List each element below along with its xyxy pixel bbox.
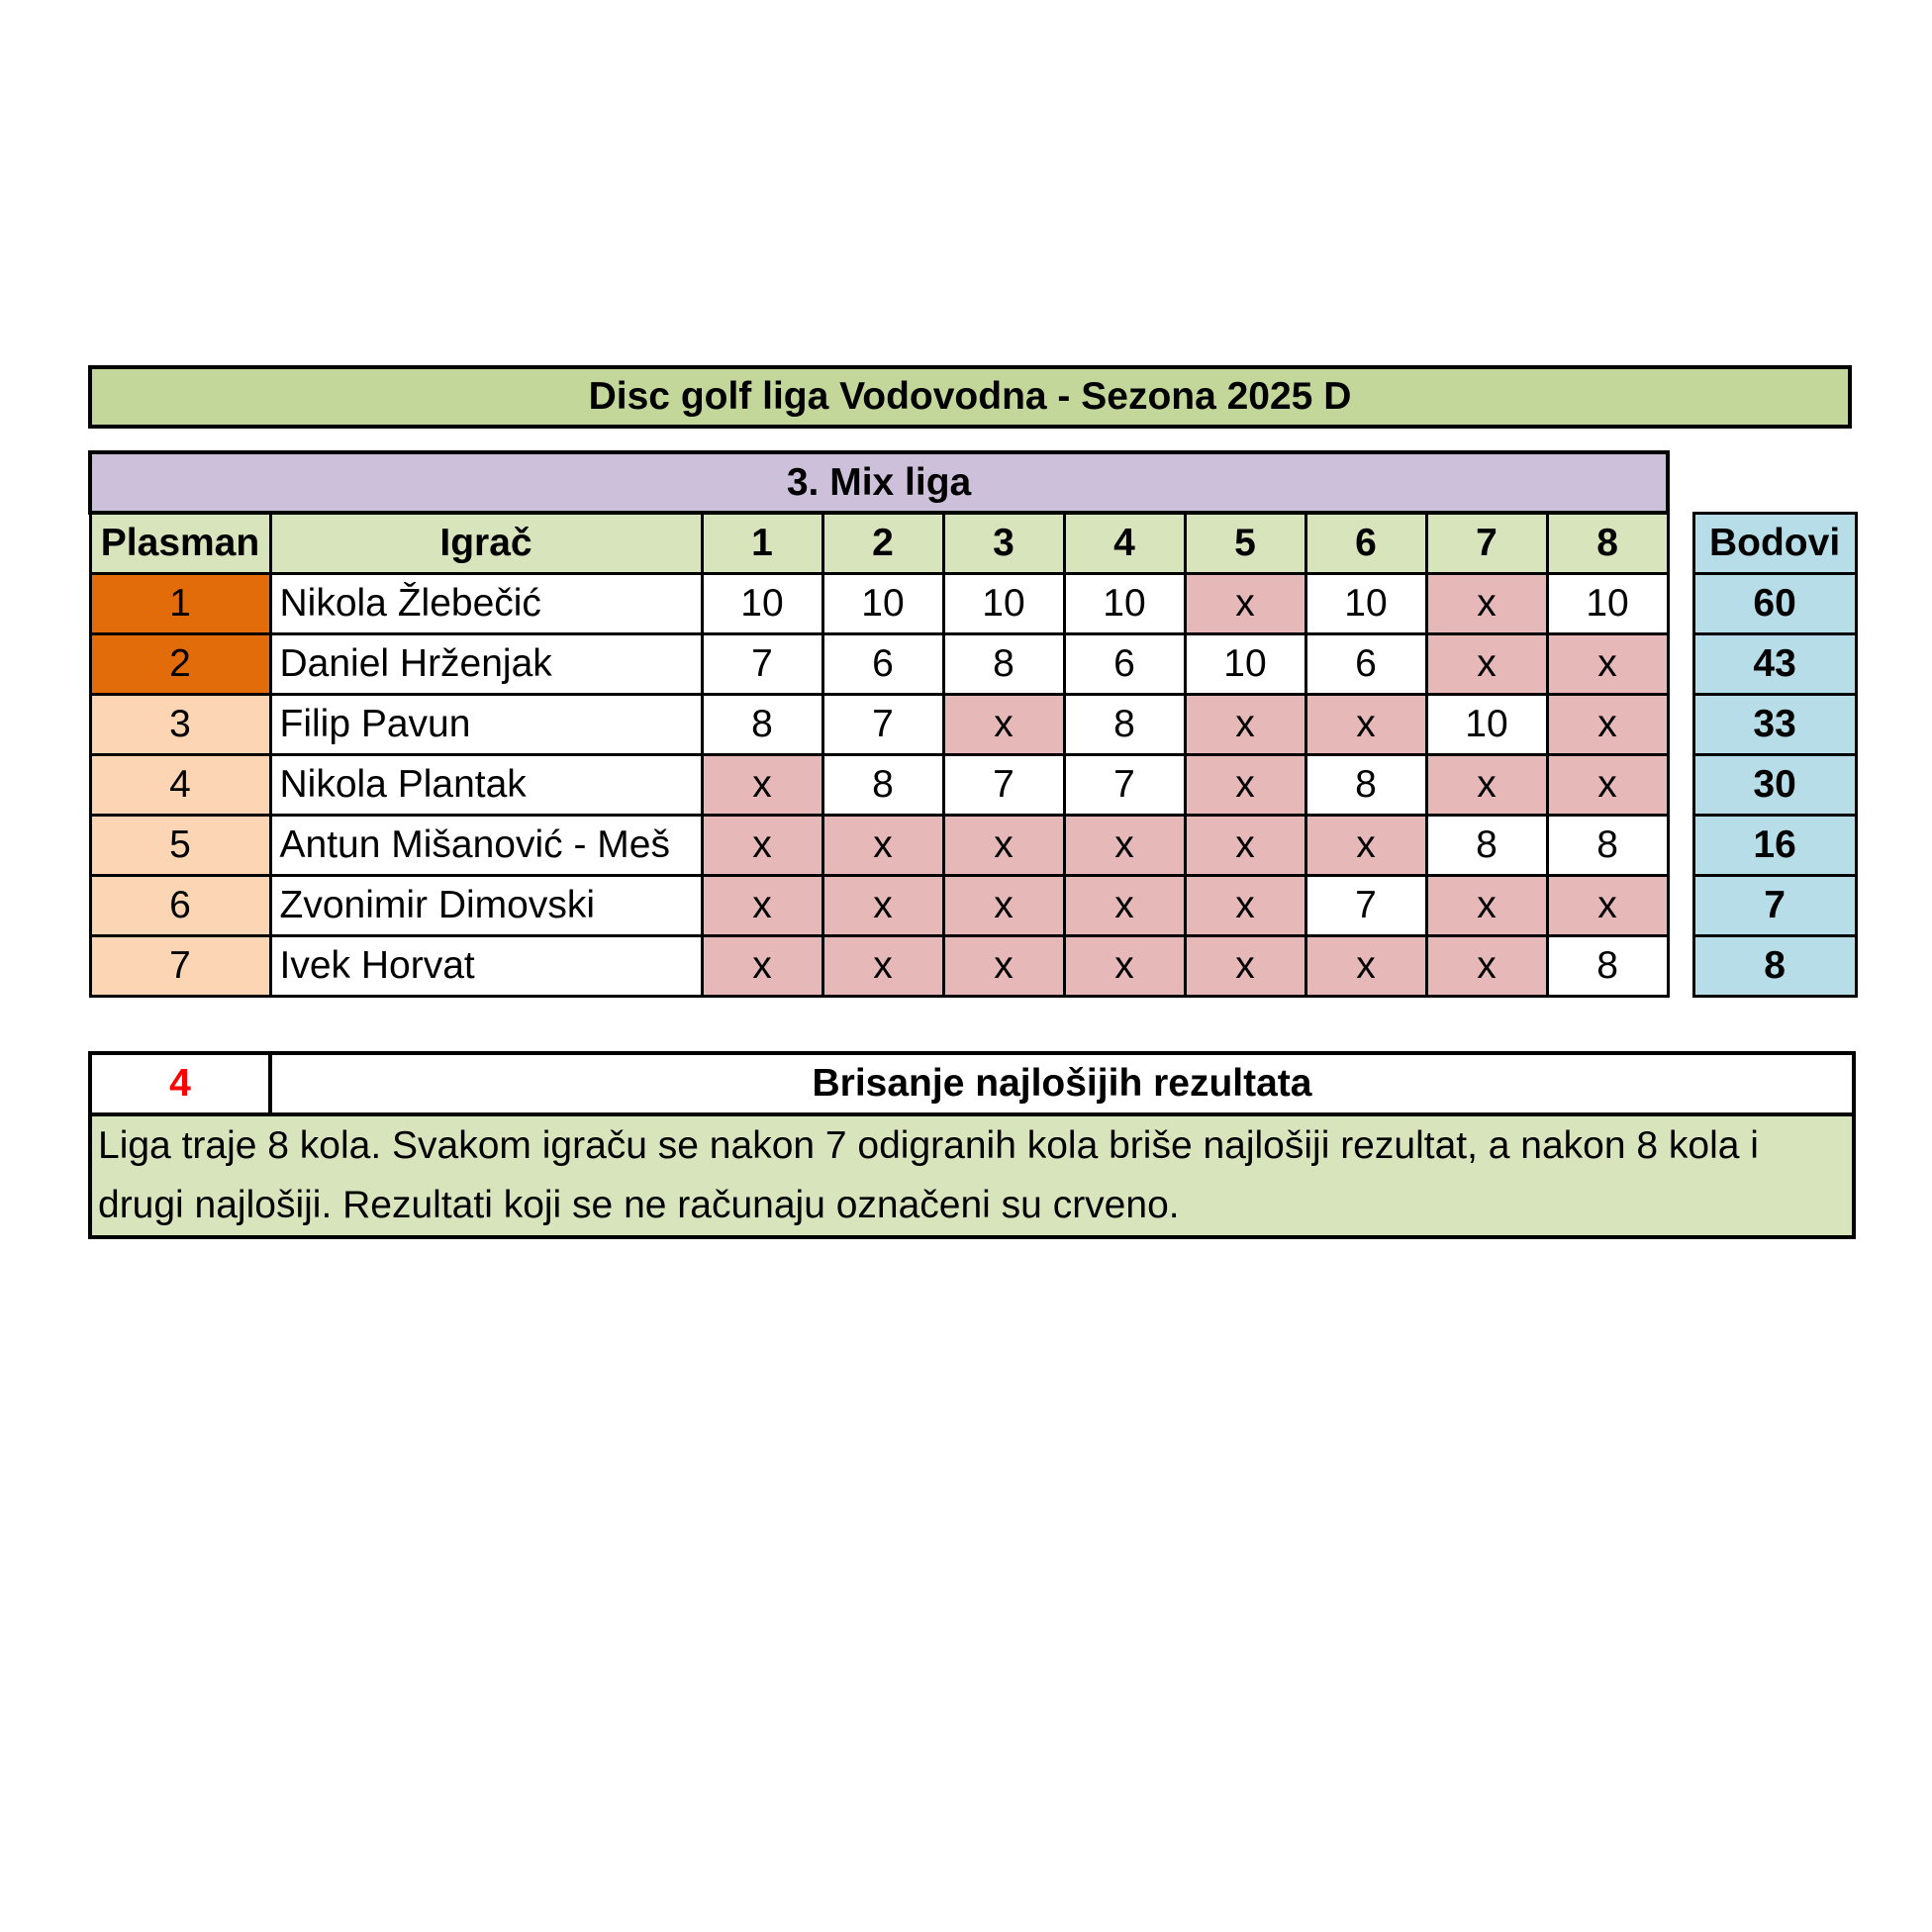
header-rank: Plasman <box>90 513 270 573</box>
header-round-8: 8 <box>1547 513 1668 573</box>
score-cell-round-2: x <box>822 815 943 875</box>
player-name-cell: Filip Pavun <box>270 694 702 754</box>
header-round-1: 1 <box>702 513 822 573</box>
score-cell-round-7: x <box>1426 875 1547 935</box>
score-cell-round-6: 7 <box>1305 875 1426 935</box>
score-cell-round-3: x <box>943 815 1064 875</box>
score-cell-round-4: x <box>1064 875 1185 935</box>
score-cell-round-6: 6 <box>1305 633 1426 694</box>
points-cell: 60 <box>1693 573 1856 633</box>
player-name-cell: Nikola Plantak <box>270 754 702 815</box>
score-cell-round-5: x <box>1185 573 1305 633</box>
score-cell-round-8: x <box>1547 633 1668 694</box>
rank-cell: 7 <box>90 935 270 996</box>
score-cell-round-8: 8 <box>1547 815 1668 875</box>
score-cell-round-2: 8 <box>822 754 943 815</box>
rule-title: Brisanje najlošijih rezultata <box>270 1053 1854 1114</box>
score-cell-round-1: x <box>702 754 822 815</box>
header-points: Bodovi <box>1693 513 1856 573</box>
column-gap <box>1668 573 1693 633</box>
rule-description: Liga traje 8 kola. Svakom igraču se nakon 7 odigranih kola briše najlošiji rezultat, a nakon 8 kola i drugi najlošiji. Rezultati koji se ne računaju označeni su crveno. <box>90 1114 1854 1237</box>
table-row <box>90 694 1856 754</box>
header-round-3: 3 <box>943 513 1064 573</box>
table-row <box>90 754 1856 815</box>
score-cell-round-5: 10 <box>1185 633 1305 694</box>
header-round-2: 2 <box>822 513 943 573</box>
header-round-7: 7 <box>1426 513 1547 573</box>
score-cell-round-7: x <box>1426 573 1547 633</box>
column-gap <box>1668 935 1693 996</box>
score-cell-round-1: x <box>702 815 822 875</box>
table-row <box>90 875 1856 935</box>
score-cell-round-3: x <box>943 694 1064 754</box>
rank-cell: 2 <box>90 633 270 694</box>
points-cell: 16 <box>1693 815 1856 875</box>
rank-cell: 1 <box>90 573 270 633</box>
score-cell-round-7: x <box>1426 633 1547 694</box>
score-cell-round-4: 6 <box>1064 633 1185 694</box>
score-cell-round-1: 10 <box>702 573 822 633</box>
rank-cell: 5 <box>90 815 270 875</box>
rank-cell: 3 <box>90 694 270 754</box>
score-cell-round-5: x <box>1185 815 1305 875</box>
player-name-cell: Daniel Hrženjak <box>270 633 702 694</box>
rules-table <box>88 1051 1856 1239</box>
score-cell-round-4: 7 <box>1064 754 1185 815</box>
score-cell-round-5: x <box>1185 694 1305 754</box>
score-cell-round-3: 10 <box>943 573 1064 633</box>
player-name-cell: Antun Mišanović - Meš <box>270 815 702 875</box>
rank-cell: 6 <box>90 875 270 935</box>
column-gap <box>1668 633 1693 694</box>
score-cell-round-7: 10 <box>1426 694 1547 754</box>
score-cell-round-3: x <box>943 935 1064 996</box>
table-row <box>90 633 1856 694</box>
score-cell-round-6: 8 <box>1305 754 1426 815</box>
header-round-4: 4 <box>1064 513 1185 573</box>
score-cell-round-2: 10 <box>822 573 943 633</box>
score-cell-round-1: 8 <box>702 694 822 754</box>
score-cell-round-3: x <box>943 875 1064 935</box>
column-gap <box>1668 754 1693 815</box>
score-cell-round-8: x <box>1547 754 1668 815</box>
table-row <box>90 573 1856 633</box>
score-cell-round-1: 7 <box>702 633 822 694</box>
score-cell-round-2: 6 <box>822 633 943 694</box>
score-cell-round-2: x <box>822 935 943 996</box>
column-gap <box>1668 875 1693 935</box>
score-cell-round-7: x <box>1426 935 1547 996</box>
score-cell-round-7: 8 <box>1426 815 1547 875</box>
column-gap <box>1668 513 1693 573</box>
score-cell-round-8: x <box>1547 875 1668 935</box>
score-cell-round-8: 8 <box>1547 935 1668 996</box>
score-cell-round-6: x <box>1305 694 1426 754</box>
points-cell: 8 <box>1693 935 1856 996</box>
column-gap <box>1668 815 1693 875</box>
score-cell-round-5: x <box>1185 875 1305 935</box>
score-cell-round-3: 7 <box>943 754 1064 815</box>
rule-number: 4 <box>90 1053 270 1114</box>
score-cell-round-1: x <box>702 935 822 996</box>
player-name-cell: Nikola Žlebečić <box>270 573 702 633</box>
blank-cell <box>1693 452 1856 513</box>
score-cell-round-8: x <box>1547 694 1668 754</box>
column-gap <box>1668 452 1693 513</box>
column-gap <box>1668 694 1693 754</box>
points-cell: 43 <box>1693 633 1856 694</box>
score-cell-round-2: 7 <box>822 694 943 754</box>
score-cell-round-4: 8 <box>1064 694 1185 754</box>
score-cell-round-1: x <box>702 875 822 935</box>
score-cell-round-5: x <box>1185 935 1305 996</box>
score-cell-round-6: 10 <box>1305 573 1426 633</box>
points-cell: 30 <box>1693 754 1856 815</box>
score-cell-round-5: x <box>1185 754 1305 815</box>
page-title: Disc golf liga Vodovodna - Sezona 2025 D <box>88 365 1852 429</box>
rank-cell: 4 <box>90 754 270 815</box>
header-player: Igrač <box>270 513 702 573</box>
player-name-cell: Ivek Horvat <box>270 935 702 996</box>
player-name-cell: Zvonimir Dimovski <box>270 875 702 935</box>
score-cell-round-4: x <box>1064 815 1185 875</box>
table-row <box>90 815 1856 875</box>
score-cell-round-4: 10 <box>1064 573 1185 633</box>
score-cell-round-3: 8 <box>943 633 1064 694</box>
points-cell: 7 <box>1693 875 1856 935</box>
score-cell-round-6: x <box>1305 935 1426 996</box>
league-name: 3. Mix liga <box>90 452 1668 513</box>
points-cell: 33 <box>1693 694 1856 754</box>
score-cell-round-2: x <box>822 875 943 935</box>
column-header-row <box>90 513 1856 573</box>
table-row <box>90 935 1856 996</box>
score-cell-round-4: x <box>1064 935 1185 996</box>
league-standings-table <box>88 450 1858 998</box>
score-cell-round-6: x <box>1305 815 1426 875</box>
score-cell-round-7: x <box>1426 754 1547 815</box>
score-cell-round-8: 10 <box>1547 573 1668 633</box>
header-round-5: 5 <box>1185 513 1305 573</box>
header-round-6: 6 <box>1305 513 1426 573</box>
